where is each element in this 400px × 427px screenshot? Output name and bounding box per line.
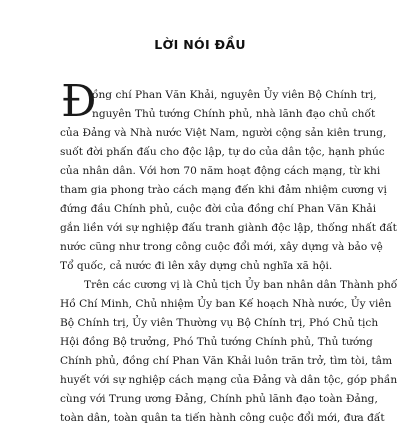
- paragraph-2-line: Hội đồng Bộ trưởng, Phó Thủ tướng Chính phủ, Thủ tướng: [60, 336, 373, 348]
- drop-cap: Đ: [61, 76, 97, 127]
- paragraph-1-line: của Đảng và Nhà nước Việt Nam, người cộng sản kiên trung,: [60, 127, 387, 139]
- paragraph-2-line: Chính phủ, đồng chí Phan Văn Khải luôn trăn trở, tìm tòi, tâm: [60, 355, 393, 367]
- paragraph-2-line: cùng với Trung ương Đảng, Chính phủ lãnh đạo toàn Đảng,: [60, 393, 378, 405]
- paragraph-1-line: tham gia phong trào cách mạng đến khi đảm nhiệm cương vị: [60, 184, 387, 196]
- paragraph-2-line: Bộ Chính trị, Ủy viên Thường vụ Bộ Chính trị, Phó Chủ tịch: [60, 317, 379, 329]
- paragraph-1-line: gắn liền với sự nghiệp đấu tranh giành độc lập, thống nhất đất: [60, 222, 397, 234]
- paragraph-2-line: Hồ Chí Minh, Chủ nhiệm Ủy ban Kế hoạch Nhà nước, Ủy viên: [60, 298, 392, 310]
- paragraph-1-line: suốt đời phấn đấu cho độc lập, tự do của dân tộc, hạnh phúc: [60, 146, 385, 158]
- paragraph-2-line: Trên các cương vị là Chủ tịch Ủy ban nhân dân Thành phố: [84, 279, 398, 291]
- paragraph-2-line: toàn dân, toàn quân ta tiến hành công cuộc đổi mới, đưa đất: [60, 412, 385, 424]
- paragraph-2-line: huyết với sự nghiệp cách mạng của Đảng và dân tộc, góp phần: [60, 374, 398, 386]
- paragraph-1-line: nguyên Thủ tướng Chính phủ, nhà lãnh đạo chủ chốt: [92, 108, 376, 120]
- paragraph-1-line: đứng đầu Chính phủ, cuộc đời của đồng chí Phan Văn Khải: [60, 203, 377, 215]
- paragraph-1-line: ồng chí Phan Văn Khải, nguyên Ủy viên Bộ Chính trị,: [92, 89, 377, 101]
- page-title: LỜI NÓI ĐẦU: [154, 37, 246, 52]
- paragraph-1-line: của nhân dân. Với hơn 70 năm hoạt động cách mạng, từ khi: [60, 165, 381, 177]
- paragraph-1-line: nước cũng như trong công cuộc đổi mới, xây dựng và bảo vệ: [60, 241, 383, 253]
- paragraph-1-line: Tổ quốc, cả nước đi lên xây dựng chủ nghĩa xã hội.: [60, 260, 333, 272]
